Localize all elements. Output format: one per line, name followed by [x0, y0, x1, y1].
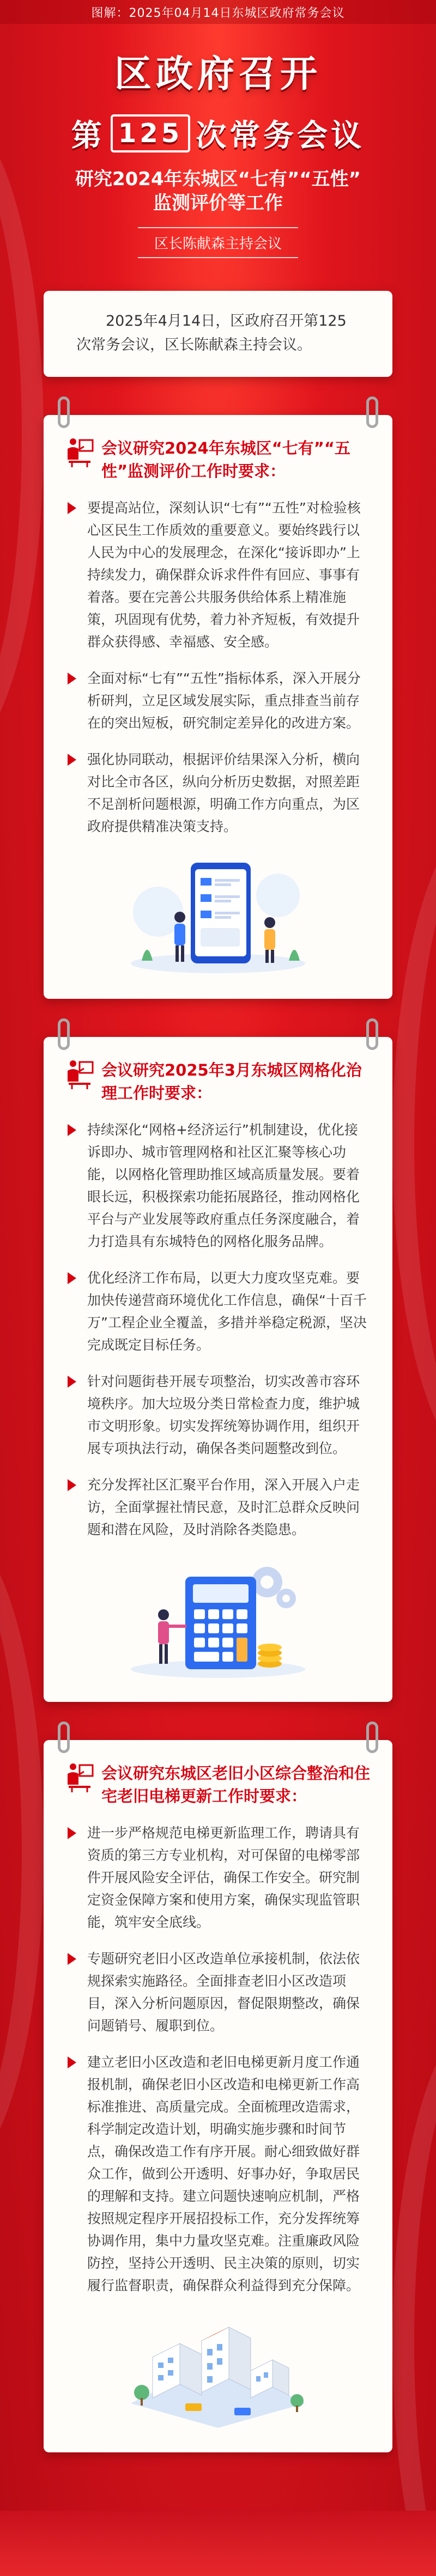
bullet-item: 进一步严格规范电梯更新监理工作，聘请具有资质的第三方专业机构，对可保留的电梯零部件开展风险安全评估，确保工作安全。研究制定资金保障方案和使用方案，确保实现监管职能，筑牢安全底线。 — [65, 1822, 371, 1933]
section-header — [65, 1059, 371, 1104]
intro-card: 2025年4月14日，区政府召开第125次常务会议，区长陈献森主持会议。 — [44, 291, 392, 377]
city-buildings-illustration — [120, 2311, 316, 2431]
bullet-item: 全面对标“七有”“五性”指标体系，深入开展分析研判，立足区域发展实际，重点排查当前存在的突出短板，研究制定差异化的改进方案。 — [65, 667, 371, 734]
ring-icon — [366, 396, 378, 428]
section-title: 会议研究2025年3月东城区网格化治理工作时要求： — [101, 1061, 362, 1102]
meeting-presenter-icon — [65, 437, 94, 467]
hero-header — [0, 24, 436, 258]
bullet-item: 专题研究老旧小区改造单位承接机制，依法依规探索实施路径。全面排查老旧小区改造项目，深入分析问题原因，督促限期整改，确保问题销号、履职到位。 — [65, 1948, 371, 2037]
section-2-card — [44, 1037, 392, 1702]
section-title: 会议研究东城区老旧小区综合整治和住宅老旧电梯更新工作时要求： — [101, 1764, 371, 1805]
bullet-item: 强化协同联动，根据评价结果深入分析，横向对比全市各区，纵向分析历史数据，对照差距不足剖析问题根源，明确工作方向重点，为区政府提供精准决策支持。 — [65, 748, 371, 838]
session-suffix: 次常务会议 — [196, 118, 365, 154]
calculator-illustration — [65, 1555, 371, 1680]
topic-line-2: 监测评价等工作 — [153, 192, 283, 214]
bottom-decor — [0, 2511, 436, 2576]
section-title: 会议研究2024年东城区“七有”“五性”监测评价工作时要求： — [101, 439, 350, 480]
session-prefix: 第 — [71, 118, 105, 154]
finance-calculator-illustration — [120, 1555, 316, 1680]
topic-line-1: 研究2024年东城区“七有”“五性” — [75, 168, 361, 190]
decorative-wave — [0, 1525, 44, 2178]
section-header — [65, 437, 371, 483]
topic — [0, 167, 436, 215]
binder-rings — [44, 1722, 392, 1753]
buildings-illustration — [65, 2311, 371, 2431]
bullet-item: 针对问题街巷开展专项整治，切实改善市容环境秩序。加大垃圾分类日常检查力度，维护城市文明形象。切实发挥统筹协调作用，组织开展专项执法行动，确保各类问题整改到位。 — [65, 1370, 371, 1460]
section-1-card — [44, 415, 392, 999]
session-number: 125 — [111, 114, 190, 152]
section-header — [65, 1762, 371, 1808]
meeting-presenter-icon — [65, 1762, 94, 1792]
ring-icon — [58, 1018, 70, 1050]
decorative-wave — [392, 2015, 436, 2576]
bullet-item: 持续深化“网格+经济运行”机制建设，优化接诉即办、城市管理网格和社区汇聚等核心功能，以网格化管理助推区域高质量发展。要着眼长远，积极探索功能拓展路径，推动网格化平台与产业发展等政府重点任务深度融合，着力打造具有东城特色的网格化服务品牌。 — [65, 1119, 371, 1253]
section-3-card — [44, 1740, 392, 2452]
bullet-list — [65, 1822, 371, 2297]
bullet-list — [65, 497, 371, 838]
page-title: 区政府召开 — [114, 53, 322, 96]
host-label: 区长陈献森主持会议 — [138, 227, 298, 258]
bullet-item: 优化经济工作布局，以更大力度攻坚克难。要加快传递营商环境优化工作信息，确保“十百千万”工程企业全覆盖，多措并举稳定税源，坚决完成既定目标任务。 — [65, 1267, 371, 1356]
session-line — [0, 112, 436, 155]
phone-illustration — [65, 852, 371, 977]
bullet-item: 要提高站位，深刻认识“七有”“五性”对检验核心区民生工作质效的重要意义。要始终践行以人民为中心的发展理念，在深化“接诉即办”上持续发力，确保群众诉求件件有回应、事事有着落。要在完善公共服务供给体系上精准施策，巩固现有优势，着力补齐短板，有效提升群众获得感、幸福感、安全感。 — [65, 497, 371, 653]
ring-icon — [58, 396, 70, 428]
binder-rings — [44, 396, 392, 428]
top-label: 图解：2025年04月14日东城区政府常务会议 — [0, 0, 436, 24]
ring-icon — [366, 1018, 378, 1050]
binder-rings — [44, 1018, 392, 1050]
mobile-app-illustration — [120, 852, 316, 977]
bullet-item: 充分发挥社区汇聚平台作用，深入开展入户走访，全面掌握社情民意，及时汇总群众反映问题和潜在风险，及时消除各类隐患。 — [65, 1474, 371, 1541]
decorative-wave — [392, 817, 436, 1470]
ring-icon — [366, 1722, 378, 1753]
ring-icon — [58, 1722, 70, 1753]
meeting-presenter-icon — [65, 1059, 94, 1089]
bullet-item: 建立老旧小区改造和老旧电梯更新月度工作通报机制，确保老旧小区改造和电梯更新工作高标准推进、高质量完成。全面梳理改造需求，科学制定改造计划，明确实施步骤和时间节点，确保改造工作有序开展。耐心细致做好群众工作，做到公开透明、好事办好，争取居民的理解和支持。建立问题快速响应机制，严格按照规定程序开展招投标工作，充分发挥统筹协调作用，集中力量攻坚克难。注重廉政风险防控，坚持公开透明、民主决策的原则，切实履行监督职责，确保群众利益得到充分保障。 — [65, 2051, 371, 2297]
bullet-list — [65, 1119, 371, 1541]
